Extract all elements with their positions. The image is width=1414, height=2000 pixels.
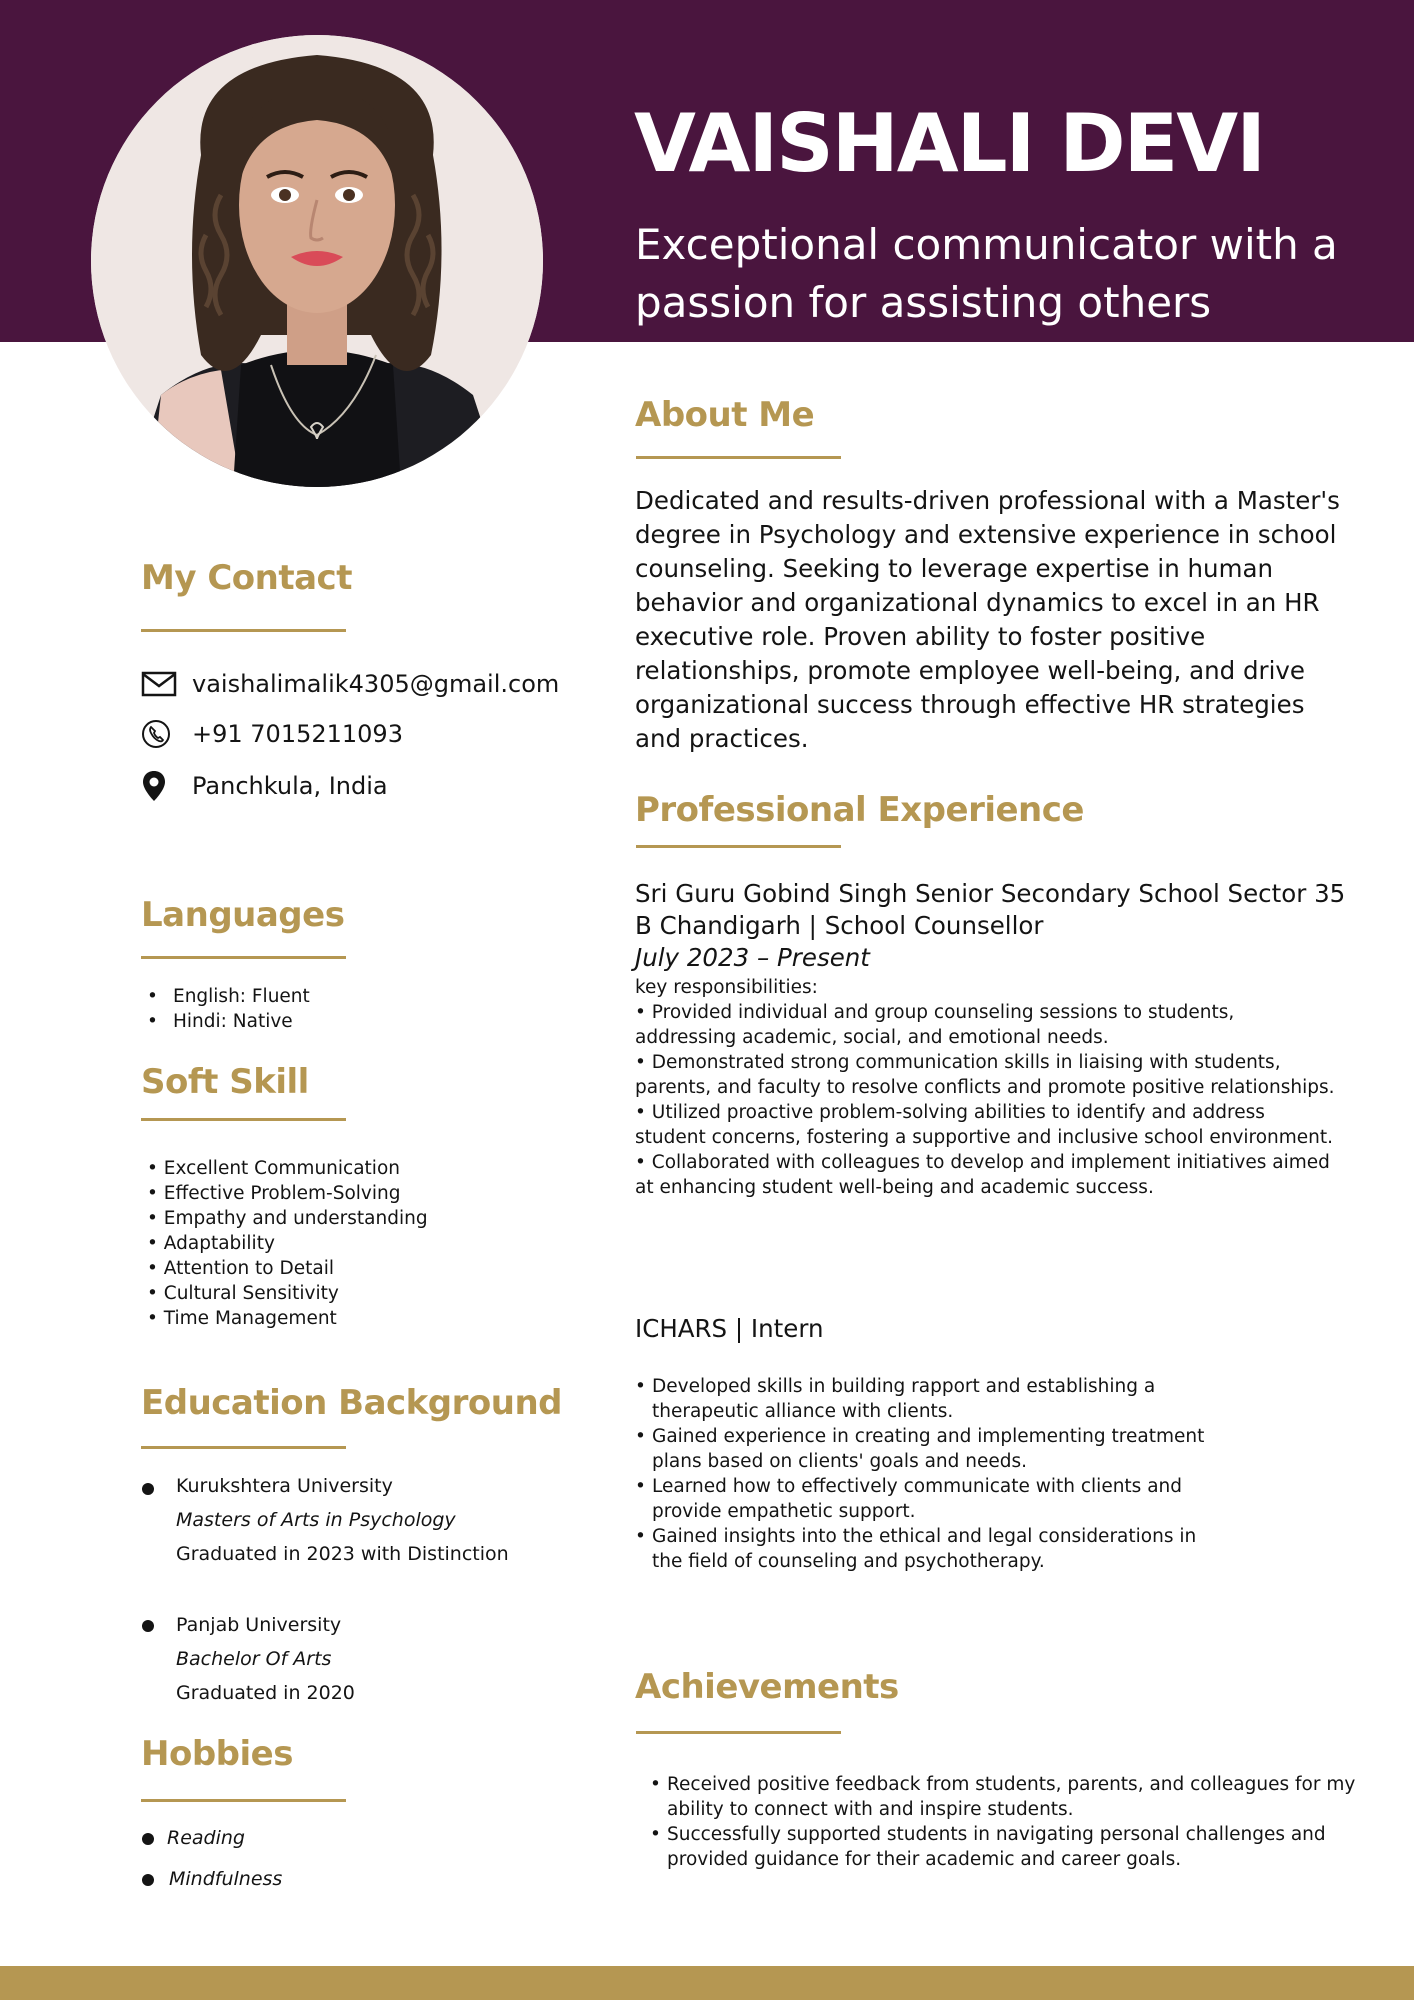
education-note: Graduated in 2020 bbox=[176, 1682, 355, 1704]
contact-rule bbox=[141, 629, 346, 632]
education-degree: Masters of Arts in Psychology bbox=[176, 1509, 456, 1531]
bullet-dot bbox=[142, 1833, 154, 1845]
tagline: Exceptional communicator with a passion for assisting others bbox=[635, 220, 1338, 327]
bullet-dot bbox=[142, 1874, 154, 1886]
profile-photo bbox=[91, 35, 543, 487]
soft-skill-rule bbox=[141, 1118, 346, 1121]
job-title: Sri Guru Gobind Singh Senior Secondary School Sector 35 B Chandigarh | School Counsellor bbox=[635, 879, 1346, 940]
job-responsibilities bbox=[635, 975, 1335, 1200]
achievements-rule bbox=[636, 1731, 841, 1734]
list-item: • Time Management bbox=[147, 1308, 337, 1329]
list-item: • Gained insights into the ethical and legal considerations in the field of counseling and psychotherapy. bbox=[635, 1524, 1215, 1574]
education-rule bbox=[141, 1446, 346, 1449]
envelope-icon bbox=[141, 668, 177, 700]
contact-email[interactable]: vaishalimalik4305@gmail.com bbox=[192, 670, 560, 698]
achievements-list bbox=[650, 1772, 1385, 1872]
hobbies-rule bbox=[141, 1799, 346, 1802]
experience-rule bbox=[636, 845, 841, 848]
languages-list bbox=[141, 984, 310, 1034]
about-text: Dedicated and results-driven professional with a Master's degree in Psychology and extensive experience in school counseling. Seeking to leverage expertise in human behavior and organizational dynamics to excel in an HR executive role. Proven ability to foster positive relationships, promote employee well-being, and drive organizational success through effective HR strategies and practices. bbox=[635, 486, 1340, 753]
list-item: • Attention to Detail bbox=[147, 1258, 335, 1279]
hobby-item: Reading bbox=[167, 1827, 245, 1849]
education-degree: Bachelor Of Arts bbox=[176, 1648, 332, 1670]
job-dates: July 2023 – Present bbox=[635, 943, 870, 972]
languages-heading: Languages bbox=[141, 895, 345, 935]
bullet-dot bbox=[142, 1620, 154, 1632]
list-item: • Effective Problem-Solving bbox=[147, 1183, 401, 1204]
contact-heading: My Contact bbox=[141, 558, 352, 598]
education-school: Kurukshtera University bbox=[176, 1475, 393, 1497]
about-heading: About Me bbox=[635, 395, 815, 435]
soft-skill-heading: Soft Skill bbox=[141, 1062, 309, 1102]
list-item: • Hindi: Native bbox=[141, 1009, 310, 1034]
education-heading: Education Background bbox=[141, 1383, 563, 1423]
languages-rule bbox=[141, 956, 346, 959]
experience-heading: Professional Experience bbox=[635, 790, 1084, 830]
contact-location: Panchkula, India bbox=[192, 772, 388, 800]
hobby-item: Mindfulness bbox=[169, 1868, 283, 1890]
list-item: • Successfully supported students in navigating personal challenges and provided guidance for their academic and career goals. bbox=[650, 1822, 1385, 1872]
contact-email-row[interactable] bbox=[141, 664, 559, 704]
contact-location-row bbox=[141, 766, 388, 806]
hobbies-heading: Hobbies bbox=[141, 1734, 293, 1774]
list-item: • Received positive feedback from students, parents, and colleagues for my ability to connect with and inspire students. bbox=[650, 1772, 1385, 1822]
list-item: • Developed skills in building rapport and establishing a therapeutic alliance with clients. bbox=[635, 1374, 1215, 1424]
intern-points bbox=[635, 1374, 1215, 1574]
contact-phone[interactable]: +91 7015211093 bbox=[192, 720, 403, 748]
list-item: • Excellent Communication bbox=[147, 1158, 400, 1179]
list-item: • English: Fluent bbox=[141, 984, 310, 1009]
list-item: • Empathy and understanding bbox=[147, 1208, 428, 1229]
education-note: Graduated in 2023 with Distinction bbox=[176, 1543, 509, 1565]
list-item: • Collaborated with colleagues to develop and implement initiatives aimed at enhancing student well-being and academic success. bbox=[635, 1152, 1330, 1198]
bullet-dot bbox=[142, 1483, 154, 1495]
responsibilities-intro: key responsibilities: bbox=[635, 977, 818, 998]
list-item: • Provided individual and group counseling sessions to students, addressing academic, social, and emotional needs. bbox=[635, 1002, 1235, 1048]
list-item: • Utilized proactive problem-solving abilities to identify and address student concerns, fostering a supportive and inclusive school environment. bbox=[635, 1102, 1334, 1148]
list-item: • Demonstrated strong communication skills in liaising with students, parents, and faculty to resolve conflicts and promote positive relationships. bbox=[635, 1052, 1335, 1098]
list-item: • Gained experience in creating and implementing treatment plans based on clients' goals and needs. bbox=[635, 1424, 1215, 1474]
phone-icon bbox=[141, 718, 177, 750]
contact-phone-row[interactable] bbox=[141, 714, 403, 754]
list-item: • Learned how to effectively communicate with clients and provide empathetic support. bbox=[635, 1474, 1215, 1524]
list-item: • Cultural Sensitivity bbox=[147, 1283, 339, 1304]
intern-title: ICHARS | Intern bbox=[635, 1314, 824, 1343]
soft-skill-list bbox=[147, 1156, 428, 1331]
candidate-name: VAISHALI DEVI bbox=[634, 97, 1264, 190]
achievements-heading: Achievements bbox=[635, 1667, 899, 1707]
footer-band bbox=[0, 1966, 1414, 2000]
education-school: Panjab University bbox=[176, 1614, 342, 1636]
location-pin-icon bbox=[141, 770, 177, 802]
list-item: • Adaptability bbox=[147, 1233, 275, 1254]
about-rule bbox=[636, 456, 841, 459]
